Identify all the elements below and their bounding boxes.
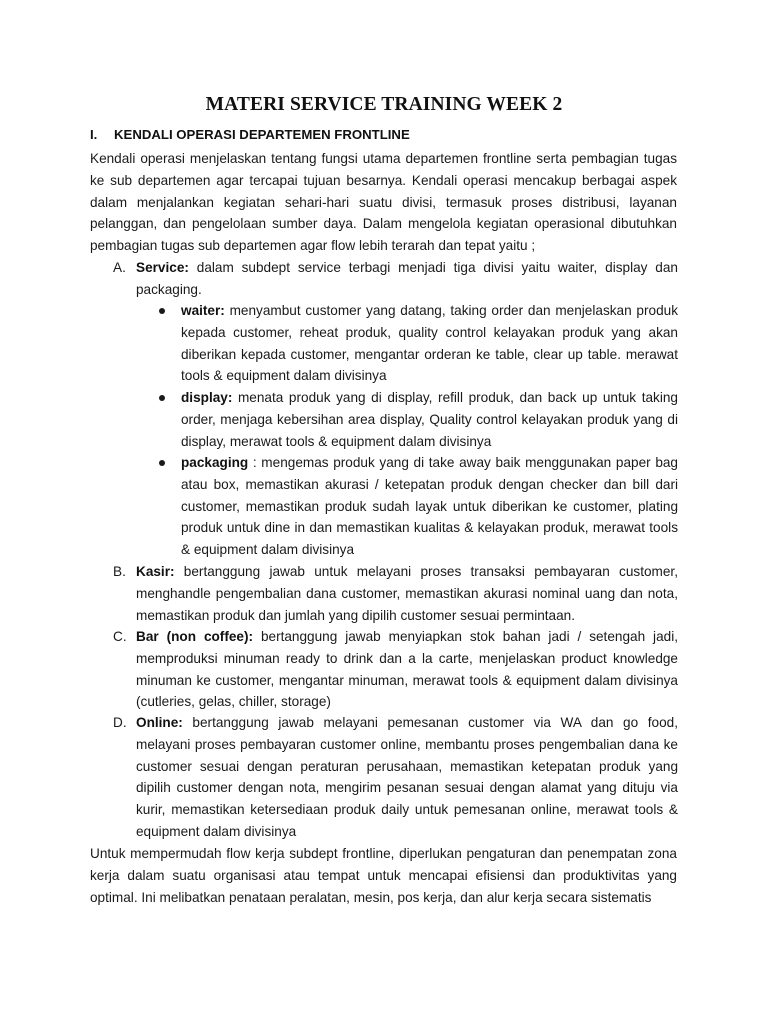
list-item-kasir [113,561,678,626]
bullet-item-text: menyambut customer yang datang, taking order dan menjelaskan produk kepada customer, reheat produk, quality control kelayakan produk yang akan diberikan kepada customer, mengantar orderan ke table, clear up table. merawat tools & equipment dalam divisinya [181,303,678,384]
list-item-term: Bar (non coffee): [136,629,254,644]
bullet-item-body [181,452,678,561]
bullet-dot-icon [159,308,165,314]
list-item-term: Online: [136,715,183,730]
section-heading [90,127,410,142]
list-letter: B. [113,564,126,579]
bullet-item-term: waiter: [181,303,225,318]
bullet-item-term: packaging [181,455,249,470]
list-letter: A. [113,260,126,275]
intro-paragraph: Kendali operasi menjelaskan tentang fungsi utama departemen frontline serta pembagian tugas ke sub departemen agar tercapai tujuan besarnya. Kendali operasi mencakup berbagai aspek dalam menjalankan kegiatan sehari-hari suatu divisi, termasuk proses distribusi, layanan pelanggan, dan pengelolaan sumber daya. Dalam mengelola kegiatan operasional dibutuhkan pembagian tugas sub departemen agar flow lebih terarah dan tepat yaitu ; [90,151,677,254]
section-number: I. [90,127,98,142]
list-letter: D. [113,715,127,730]
list-item-term: Service: [136,260,189,275]
bullet-item-text: : mengemas produk yang di take away baik menggunakan paper bag atau box, memastikan akurasi / ketepatan produk dengan checker dan bill dari customer, memastikan produk sudah layak untuk diberikan ke customer, plating produk untuk dine in dan memastikan kualitas & kelayakan produk, merawat tools & equipment dalam divisinya [181,455,678,558]
list-item-online [113,712,678,843]
list-item-text: bertanggung jawab melayani pemesanan customer via WA dan go food, melayani proses pembayaran customer online, membantu proses pengembalian dana ke customer sesuai dengan peraturan perusahaan, memastikan ketepatan produk yang dipilih customer dengan nota, mengirim pesanan sesuai dengan alamat yang dituju via kurir, memastikan ketersediaan produk daily untuk pemesanan online, merawat tools & equipment dalam divisinya [136,715,678,839]
list-item-text: bertanggung jawab menyiapkan stok bahan jadi / setengah jadi, memproduksi minuman ready to drink dan a la carte, menjelaskan product knowledge minuman ke customer, mengantar minuman, merawat tools & equipment dalam divisinya (cutleries, gelas, chiller, storage) [136,629,678,710]
list-item-body [136,626,678,713]
bullet-dot-icon [159,460,165,466]
section-heading-text: KENDALI OPERASI DEPARTEMEN FRONTLINE [114,127,410,142]
bullet-item-term: display: [181,390,233,405]
list-item-bar [113,626,678,713]
list-letter: C. [113,629,127,644]
list-item-body [136,712,678,843]
list-item-body [136,561,678,626]
list-item-service [113,257,678,301]
bullet-dot-icon [159,395,165,401]
outro-paragraph: Untuk mempermudah flow kerja subdept frontline, diperlukan pengaturan dan penempatan zona kerja dalam suatu organisasi atau tempat untuk mencapai efisiensi dan produktivitas yang optimal. Ini melibatkan penataan peralatan, mesin, pos kerja, dan alur kerja secara sistematis [90,846,677,905]
bullet-item-packaging [158,452,678,561]
document-title: MATERI SERVICE TRAINING WEEK 2 [205,94,563,115]
list-item-text: dalam subdept service terbagi menjadi tiga divisi yaitu waiter, display dan packaging. [136,260,678,297]
list-item-text: bertanggung jawab untuk melayani proses transaksi pembayaran customer, menghandle pengembalian dana customer, memastikan akurasi nominal uang dan nota, memastikan produk dan jumlah yang dipilih customer sesuai permintaan. [136,564,678,623]
bullet-item-body [181,387,678,452]
bullet-item-display [158,387,678,452]
bullet-item-waiter [158,300,678,387]
list-item-term: Kasir: [136,564,175,579]
bullet-item-text: menata produk yang di display, refill produk, dan back up untuk taking order, menjaga kebersihan area display, Quality control kelayakan produk yang di display, merawat tools & equipment dalam divisinya [181,390,678,449]
list-item-body [136,257,678,301]
bullet-item-body [181,300,678,387]
